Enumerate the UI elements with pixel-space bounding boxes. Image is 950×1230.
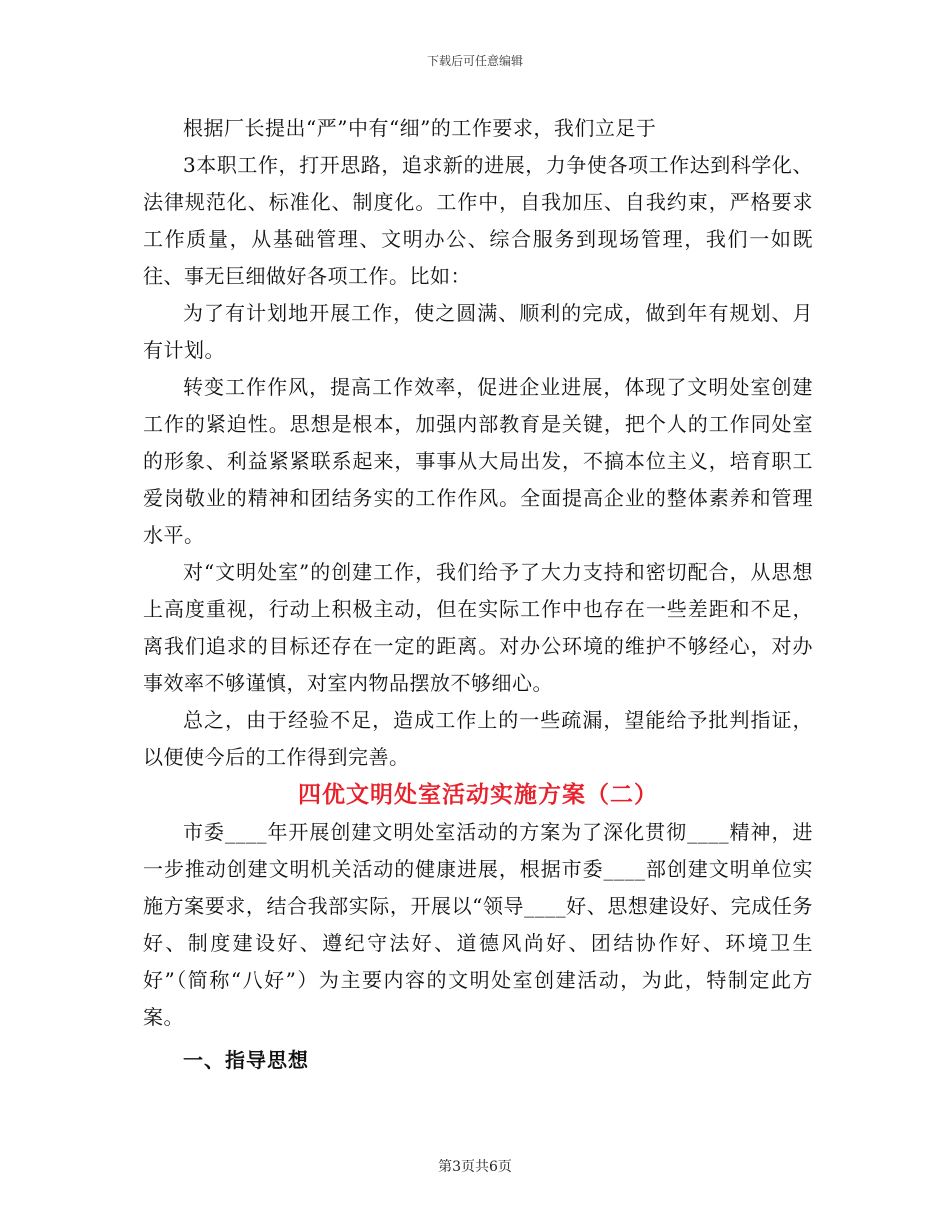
section-title: 四优文明处室活动实施方案（二） xyxy=(298,781,658,808)
paragraph-4: 转变工作作风，提高工作效率，促进企业进展，体现了文明处室创建工作的紧迫性。思想是根本，加强内部教育是关键，把个人的工作同处室的形象、利益紧紧联系起来，事事从大局出发，不搞本位主义，培育职工爱岗敬业的精神和团结务实的工作作风。全面提高企业的整体素养和管理水平。 xyxy=(143,375,813,547)
paragraph-2: 3本职工作，打开思路，追求新的进展，力争使各项工作达到科学化、法律规范化、标准化、制度化。工作中，自我加压、自我约束，严格要求工作质量，从基础管理、文明办公、综合服务到现场管理，我们一如既往、事无巨细做好各项工作。比如： xyxy=(143,153,813,288)
page-number: 第3页共6页 xyxy=(438,1159,512,1175)
paragraph-5: 对“文明处室”的创建工作，我们给予了大力支持和密切配合，从思想上高度重视，行动上积极主动，但在实际工作中也存在一些差距和不足，离我们追求的目标还存在一定的距离。对办公环境的维护不够经心，对办事效率不够谨慎，对室内物品摆放不够细心。 xyxy=(143,560,813,695)
paragraph-3: 为了有计划地开展工作，使之圆满、顺利的完成，做到年有规划、月有计划。 xyxy=(143,301,813,362)
paragraph-1: 根据厂长提出“严”中有“细”的工作要求，我们立足于 xyxy=(183,116,657,140)
paragraph-6: 总之，由于经验不足，造成工作上的一些疏漏，望能给予批判指证，以便使今后的工作得到完善。 xyxy=(143,708,813,769)
header-note: 下载后可任意编辑 xyxy=(426,54,523,68)
section-paragraph: 市委____年开展创建文明处室活动的方案为了深化贯彻____精神，进一步推动创建文明机关活动的健康进展，根据市委____部创建文明单位实施方案要求，结合我部实际，开展以“领导____好、思想建设好、完成任务好、制度建设好、遵纪守法好、道德风尚好、团结协作好、环境卫生好”（简称“八好”）为主要内容的文明处室创建活动，为此，特制定此方案。 xyxy=(143,820,813,1029)
document-body xyxy=(143,110,813,1079)
section-heading-guiding-thought: 一、指导思想 xyxy=(183,1048,309,1072)
